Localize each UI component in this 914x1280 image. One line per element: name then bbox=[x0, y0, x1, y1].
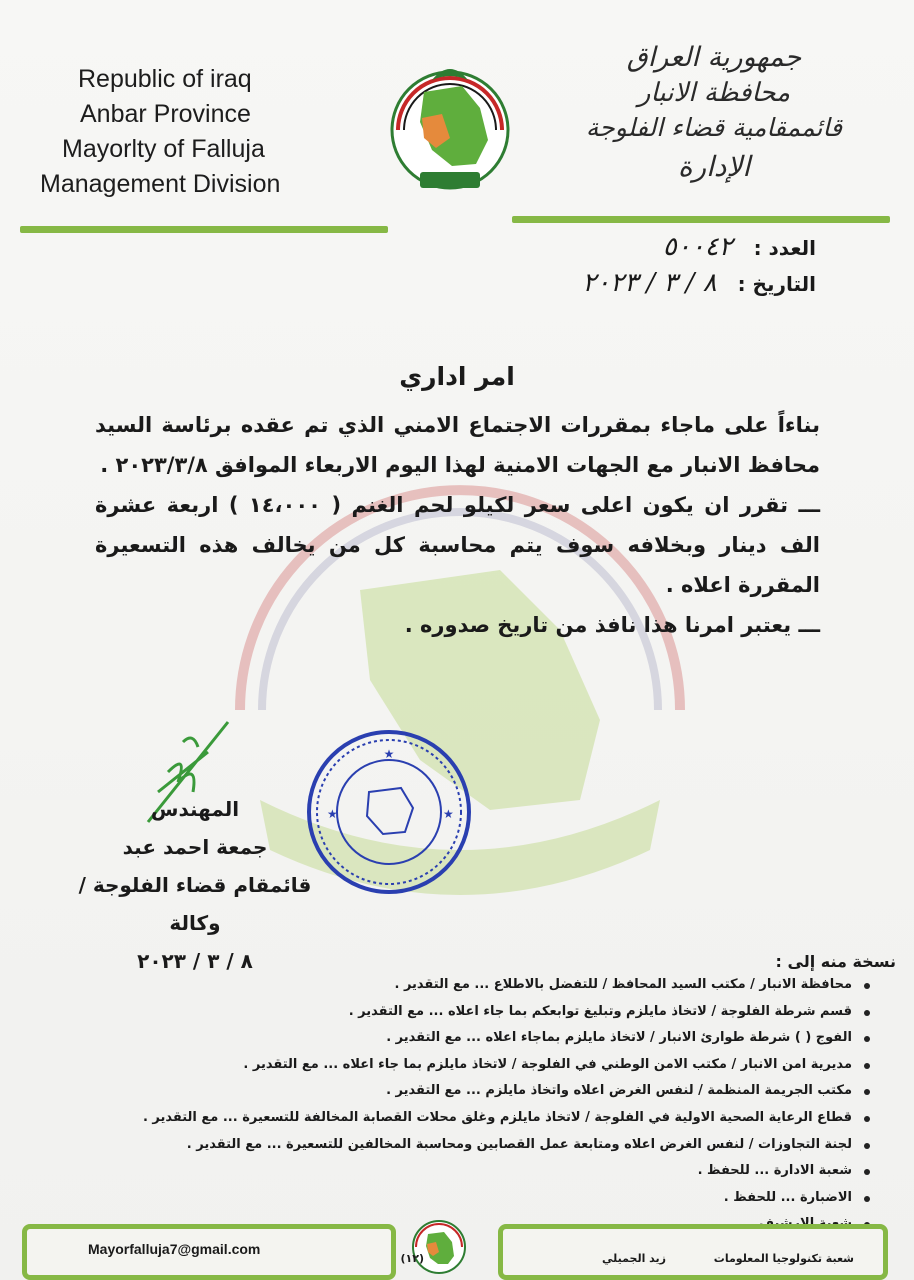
document-number bbox=[663, 232, 816, 262]
svg-text:★: ★ bbox=[443, 807, 454, 821]
signature-date: ٨ / ٣ / ٢٠٢٣ bbox=[137, 949, 253, 973]
copies-list bbox=[132, 972, 872, 1238]
copy-item: مكتب الجريمة المنظمة / لنفس الغرض اعلاه واتخاذ مايلزم ... مع التقدير . bbox=[132, 1078, 872, 1105]
copy-item: الاضبارة ... للحفظ . bbox=[132, 1185, 872, 1212]
signature-block bbox=[50, 790, 340, 980]
footer-page-number: (١٢) bbox=[400, 1252, 424, 1265]
signature-name: جمعة احمد عبد bbox=[122, 835, 268, 859]
date-value: ٨ / ٣ / ٢٠٢٣ bbox=[582, 268, 717, 298]
header-line-division: Management Division bbox=[40, 170, 281, 198]
header-ar-mayoralty: قائممقامية قضاء الفلوجة bbox=[585, 113, 843, 142]
copy-item: محافظة الانبار / مكتب السيد المحافظ / للتفضل بالاطلاع ... مع التقدير . bbox=[132, 972, 872, 999]
official-seal-stamp bbox=[305, 728, 473, 896]
copy-item: لجنة التجاوزات / لنفس الغرض اعلاه ومتابعة عمل القصابين ومحاسبة المخالفين للتسعيرة ... مع التقدير . bbox=[132, 1132, 872, 1159]
english-header bbox=[40, 62, 340, 202]
footer-typist: زيد الجميلي bbox=[602, 1252, 666, 1265]
svg-text:★: ★ bbox=[327, 807, 338, 821]
order-paragraph-intro: بناءاً على ماجاء بمقررات الاجتماع الامني الذي تم عقده برئاسة السيد محافظ الانبار مع الجهات الامنية لهذا اليوم الاربعاء الموافق ٢٠٢٣/٣/٨ . bbox=[95, 413, 820, 477]
copy-item: شعبة الادارة ... للحفظ . bbox=[132, 1158, 872, 1185]
signature-role: قائمقام قضاء الفلوجة / وكالة bbox=[78, 873, 312, 935]
header-ar-province: محافظة الانبار bbox=[637, 78, 791, 108]
arabic-header bbox=[554, 40, 874, 188]
header-ar-country: جمهورية العراق bbox=[626, 42, 802, 73]
svg-text:★: ★ bbox=[383, 747, 395, 761]
copy-item: الفوج ( ) شرطة طوارئ الانبار / لاتخاذ مايلزم بماجاء اعلاه ... مع التقدير . bbox=[132, 1025, 872, 1052]
number-label: العدد : bbox=[753, 236, 816, 260]
order-paragraph-effective: ـــ يعتبر امرنا هذا نافذ من تاريخ صدوره . bbox=[404, 613, 820, 637]
copy-item: قطاع الرعاية الصحية الاولية في الفلوجة / لاتخاذ مايلزم وغلق محلات القصابة المخالفة للتسعيرة ... مع التقدير . bbox=[132, 1105, 872, 1132]
footer-email[interactable]: Mayorfalluja7@gmail.com bbox=[88, 1241, 261, 1257]
anbar-province-logo bbox=[384, 52, 516, 202]
order-paragraph-price: ـــ تقرر ان يكون اعلى سعر لكيلو لحم الغنم ( ١٤،٠٠٠ ) اربعة عشرة الف دينار وبخلافه سوف يتم محاسبة كل من يخالف هذه التسعيرة المقررة اعلاه . bbox=[95, 493, 820, 597]
header-line-province: Anbar Province bbox=[80, 100, 251, 128]
header-divider-right bbox=[512, 216, 890, 223]
header-line-mayoralty: Mayorlty of Falluja bbox=[62, 135, 265, 163]
footer-logo bbox=[410, 1218, 468, 1276]
header-ar-division: الإدارة bbox=[677, 150, 751, 183]
copy-item: مديرية امن الانبار / مكتب الامن الوطني في الفلوجة / لاتخاذ مايلزم بما جاء اعلاه ... مع التقدير . bbox=[132, 1052, 872, 1079]
document-title: امر اداري bbox=[399, 362, 515, 391]
copies-heading: نسخة منه إلى : bbox=[775, 952, 896, 971]
date-label: التاريخ : bbox=[737, 272, 816, 296]
order-body bbox=[95, 405, 820, 645]
header-line-country: Republic of iraq bbox=[78, 65, 252, 93]
document-date bbox=[582, 268, 816, 298]
number-value: ٥٠٠٤٢ bbox=[662, 232, 733, 262]
footer-department: شعبة تكنولوجيا المعلومات bbox=[713, 1252, 854, 1265]
header-divider-left bbox=[20, 226, 388, 233]
signature-title: المهندس bbox=[150, 797, 240, 821]
copy-item: قسم شرطة الفلوجة / لاتخاذ مايلزم وتبليغ توابعكم بما جاء اعلاه ... مع التقدير . bbox=[132, 999, 872, 1026]
